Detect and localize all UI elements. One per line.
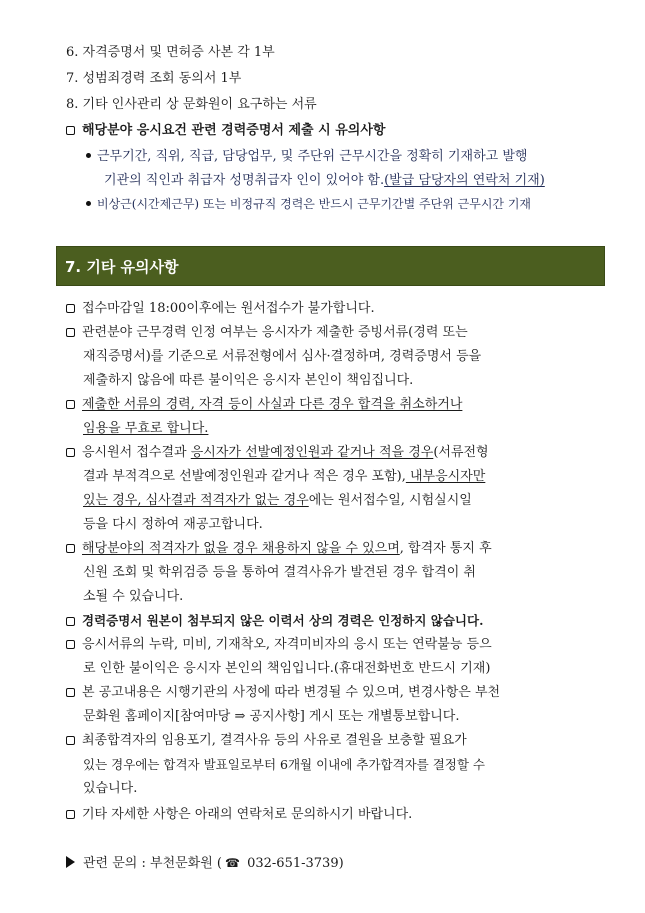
list-item-8: 8. 기타 인사관리 상 문화원이 요구하는 서류 <box>66 97 317 112</box>
section-title: 7. 기타 유의사항 <box>65 258 179 276</box>
checkbox-square-icon <box>66 126 75 135</box>
list-item <box>66 396 462 413</box>
checkbox-square-icon <box>66 400 75 409</box>
list-item <box>66 732 467 749</box>
item-continuation: 임용을 무효로 합니다. <box>83 421 209 436</box>
item-continuation: 로 인한 불이익은 응시자 본인의 책임입니다.(휴대전화번호 반드시 기재) <box>83 661 491 676</box>
bullet-dot-icon <box>86 153 91 158</box>
checkbox-square-icon <box>66 688 75 697</box>
list-item <box>66 612 483 629</box>
notice-bullet-1-text-a: 기관의 직인과 취급자 성명취급자 인이 있어야 함. <box>104 173 385 188</box>
list-item-7: 7. 성범죄경력 조회 동의서 1부 <box>66 71 242 86</box>
checkbox-square-icon <box>66 736 75 745</box>
notice-heading-text: 해당분야 응시요건 관련 경력증명서 제출 시 유의사항 <box>82 123 386 138</box>
contact-phone: 032-651-3739) <box>242 856 344 871</box>
item-text: 응시서류의 누락, 미비, 기재착오, 자격미비자의 응시 또는 연락불능 등으 <box>82 637 492 652</box>
item-text: 에는 원서접수일, 시험실시일 <box>308 493 472 508</box>
checkbox-square-icon <box>66 640 75 649</box>
checkbox-square-icon <box>66 810 75 819</box>
notice-bullet-2 <box>86 196 531 213</box>
item-continuation <box>83 468 485 485</box>
checkbox-square-icon <box>66 328 75 337</box>
item-text: 결과 부적격으로 선발예정인원과 같거나 적은 경우 포함), <box>83 469 406 484</box>
item-text: 접수마감일 18:00이후에는 원서접수가 불가합니다. <box>82 301 375 316</box>
triangle-right-icon <box>66 856 75 868</box>
section-header <box>56 246 605 286</box>
notice-bullet-2-text: 비상근(시간제근무) 또는 비정규직 경력은 반드시 근무기간별 주단위 근무시간 기재 <box>97 197 532 211</box>
item-continuation: 신원 조회 및 학위검증 등을 통하여 결격사유가 발견된 경우 합격이 취 <box>83 565 476 580</box>
list-item <box>66 684 500 701</box>
item-text-underlined: 내부응시자만 <box>405 469 486 484</box>
notice-bullet-1-line-2 <box>104 172 545 189</box>
item-text-underlined: 응시자가 선발예정인원과 같거나 적을 경우 <box>190 445 434 460</box>
list-item-6: 6. 자격증명서 및 면허증 사본 각 1부 <box>66 45 275 60</box>
notice-bullet-1-line-1: 근무기간, 직위, 직급, 담당업무, 및 주단위 근무시간을 정확히 기재하고 발행 <box>97 149 528 164</box>
item-text: 관련분야 근무경력 인정 여부는 응시자가 제출한 증빙서류(경력 또는 <box>82 325 468 340</box>
item-continuation: 문화원 홈페이지[참여마당 ⇒ 공지사항] 게시 또는 개별통보합니다. <box>83 709 460 724</box>
list-item <box>66 300 375 317</box>
item-continuation <box>83 492 472 509</box>
list-item <box>66 540 492 557</box>
item-continuation: 있는 경우에는 합격자 발표일로부터 6개월 이내에 추가합격자를 결정할 수 <box>83 757 485 772</box>
item-continuation: 소될 수 있습니다. <box>83 589 184 604</box>
bullet-dot-icon <box>86 201 91 206</box>
item-text: 최종합격자의 임용포기, 결격사유 등의 사유로 결원을 보충할 필요가 <box>82 733 467 748</box>
item-text: 제출한 서류의 경력, 자격 등이 사실과 다른 경우 합격을 취소하거나 <box>82 397 463 412</box>
list-item <box>66 444 489 461</box>
notice-heading <box>66 122 385 139</box>
item-text-underlined: 해당분야의 적격자가 없을 경우 채용하지 않을 수 있으며 <box>82 541 400 556</box>
notice-bullet-1 <box>86 148 527 165</box>
item-text: 경력증명서 원본이 첨부되지 않은 이력서 상의 경력은 인정하지 않습니다. <box>82 613 484 628</box>
list-item <box>66 806 412 823</box>
contact-line <box>66 855 344 872</box>
item-continuation: 있습니다. <box>83 781 138 796</box>
item-text: 응시원서 접수결과 <box>82 445 191 460</box>
contact-label: 관련 문의 : 부천문화원 ( <box>83 856 223 871</box>
checkbox-square-icon <box>66 448 75 457</box>
checkbox-square-icon <box>66 304 75 313</box>
item-text: 기타 자세한 사항은 아래의 연락처로 문의하시기 바랍니다. <box>82 807 413 822</box>
list-item <box>66 324 468 341</box>
item-continuation: 제출하지 않음에 따른 불이익은 응시자 본인이 책임집니다. <box>83 373 414 388</box>
phone-icon: ☎ <box>225 856 240 870</box>
notice-bullet-1-text-b: (발급 담당자의 연락처 기재) <box>384 173 545 188</box>
item-text-underlined: 있는 경우, 심사결과 적격자가 없는 경우 <box>83 493 309 508</box>
list-item <box>66 636 492 653</box>
item-text: (서류전형 <box>433 445 489 460</box>
item-text: , 합격자 통지 후 <box>399 541 492 556</box>
item-continuation: 등을 다시 정하여 재공고합니다. <box>83 517 263 532</box>
item-text: 본 공고내용은 시행기관의 사정에 따라 변경될 수 있으며, 변경사항은 부천 <box>82 685 501 700</box>
checkbox-square-icon <box>66 544 75 553</box>
checkbox-square-icon <box>66 617 75 626</box>
item-continuation: 재직증명서)를 기준으로 서류전형에서 심사·결정하며, 경력증명서 등을 <box>83 349 482 364</box>
